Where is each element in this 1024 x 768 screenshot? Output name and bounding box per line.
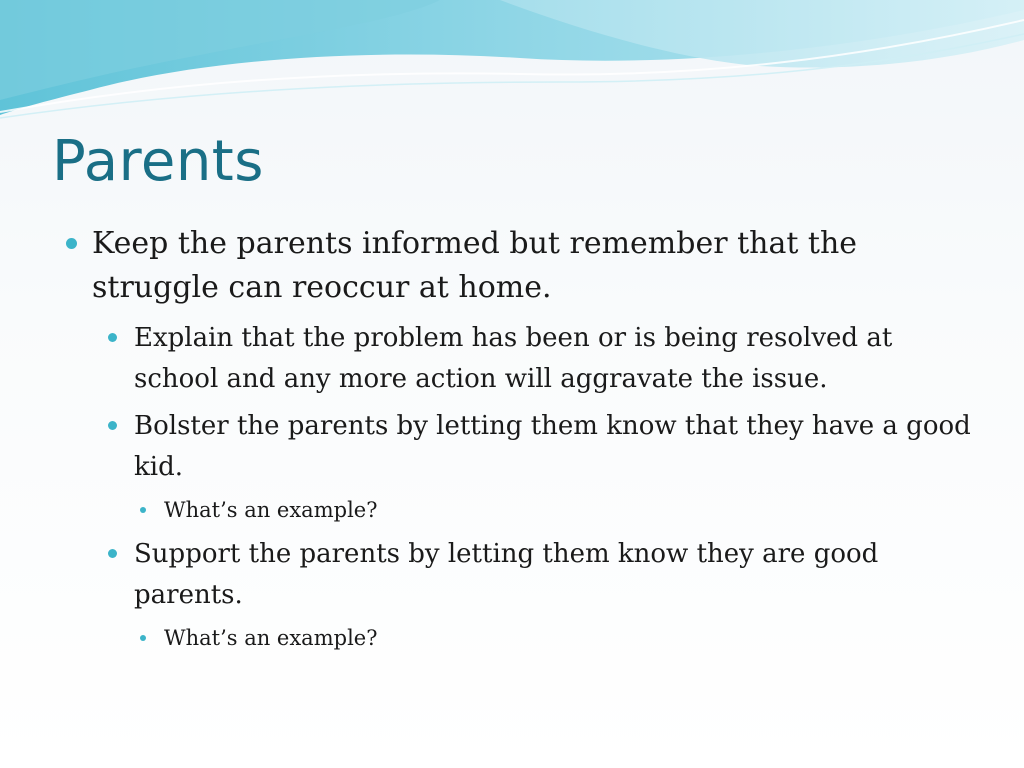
bullet-explain-problem — [104, 318, 982, 400]
bullet-bolster-parents — [104, 406, 982, 488]
bullet-example-question — [136, 620, 982, 656]
bullet-text: Bolster the parents by letting them know that they have a good kid. — [134, 411, 971, 482]
bullet-list — [62, 222, 982, 656]
bullet-text: Keep the parents informed but remember that the struggle can reoccur at home. — [92, 226, 858, 305]
bullet-keep-parents-informed — [62, 222, 982, 310]
header-wave-decoration — [0, 0, 1024, 130]
bullet-support-parents — [104, 534, 982, 616]
bullet-dot-icon — [66, 238, 77, 249]
bullet-dot-icon — [108, 333, 117, 342]
bullet-dot-icon — [140, 507, 146, 513]
bullet-text: Explain that the problem has been or is being resolved at school and any more action will aggravate the issue. — [134, 323, 893, 394]
bullet-dot-icon — [108, 421, 117, 430]
bullet-dot-icon — [108, 549, 117, 558]
bullet-example-question — [136, 492, 982, 528]
bullet-text: What’s an example? — [164, 498, 378, 522]
bullet-dot-icon — [140, 635, 146, 641]
bullet-text: What’s an example? — [164, 626, 378, 650]
slide-title: Parents — [52, 129, 264, 194]
bullet-text: Support the parents by letting them know they are good parents. — [134, 539, 879, 610]
